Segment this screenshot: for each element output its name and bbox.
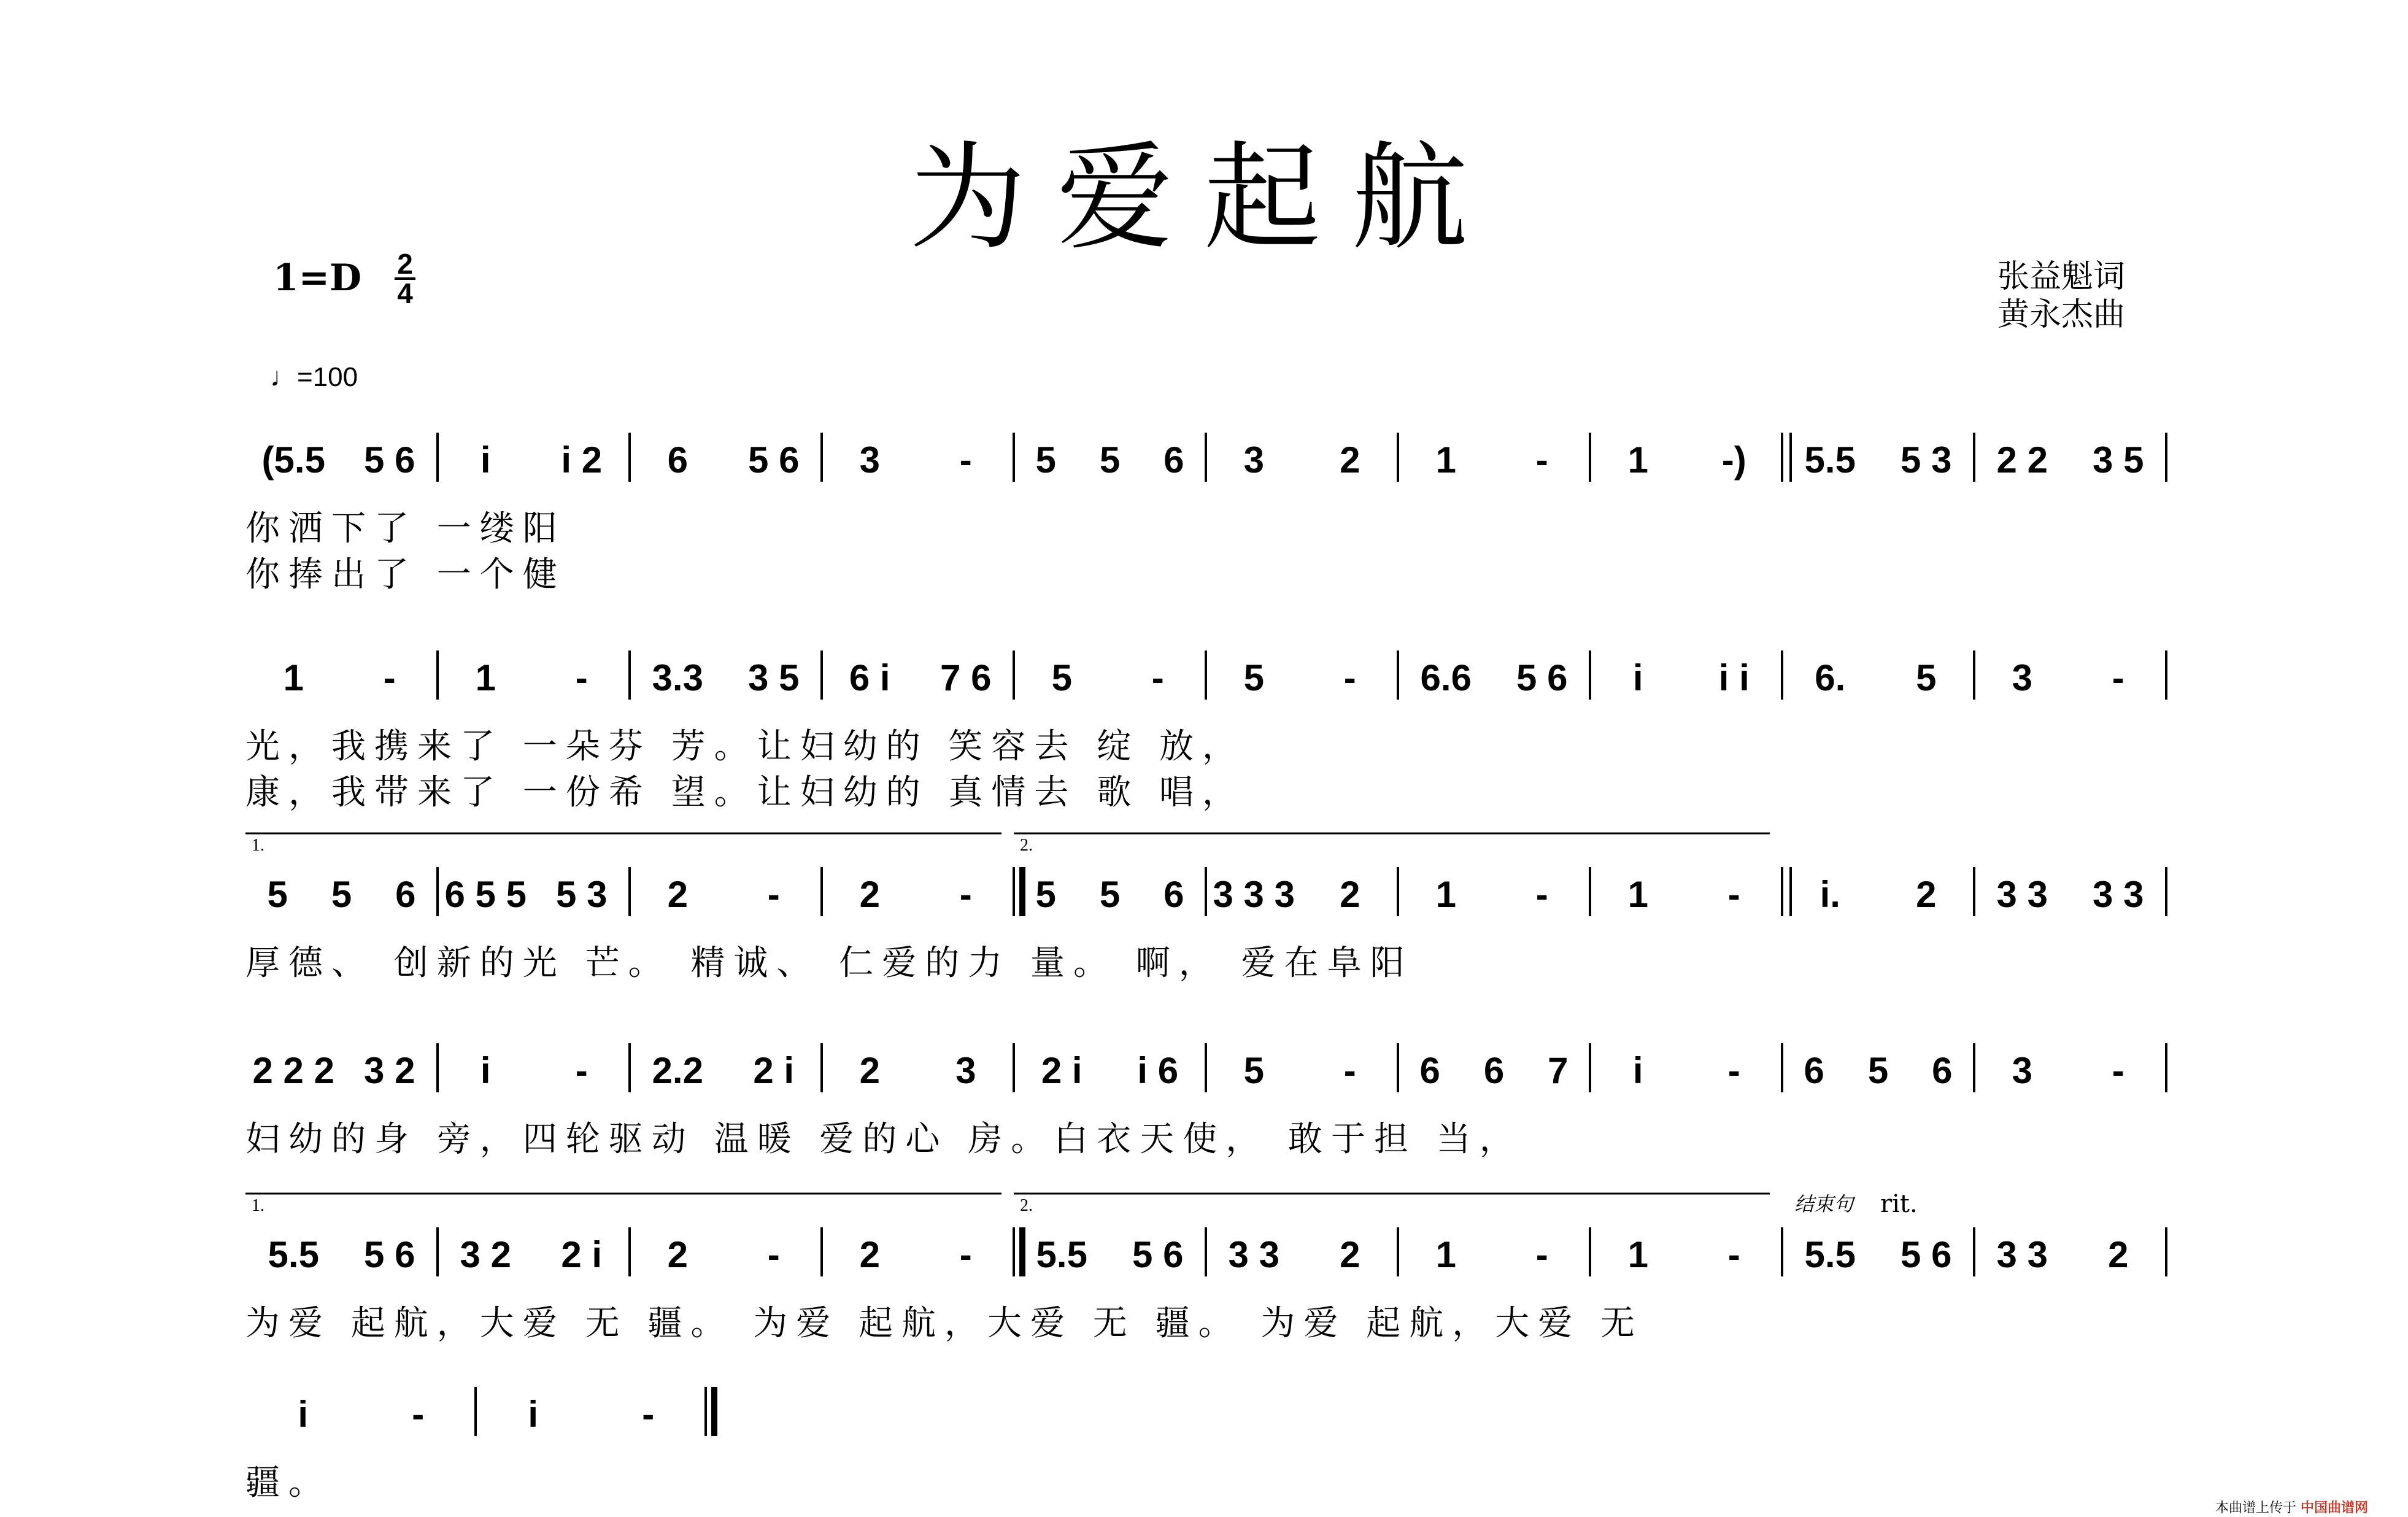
lyric-line: 妇幼的身 旁，四轮驱动 温暖 爱的心 房。白衣天使， 敢于担 当， [245,1119,1522,1159]
note: - [1727,1234,1740,1275]
note: 6 [395,874,416,915]
note: 3 5 [2093,439,2144,481]
note: 6 [1163,439,1184,481]
note: 2 i [753,1050,795,1091]
note: 5 [1867,1050,1889,1091]
note: 2 i [1041,1050,1082,1091]
note: 5 6 [364,1234,415,1275]
note: 3 2 [364,1050,415,1091]
note: 1 [283,657,304,698]
note: - [1343,1050,1356,1091]
note: 1 [1627,874,1648,915]
lyric-line: 厚德、 创新的光 芒。 精诚、 仁爱的力 量。 啊， 爱在阜阳 [245,943,1413,983]
note: 7 [1548,1050,1569,1091]
note: 6 [667,439,688,481]
note: 3 3 [1228,1234,1279,1275]
note: 1 [1435,874,1456,915]
time-signature-bottom: 4 [397,277,413,309]
note: 2 [1340,874,1360,915]
note: 1 [475,657,496,698]
coda-label: 结束句 [1794,1192,1854,1216]
footer-site: 中国曲谱网 [2301,1500,2369,1516]
note: 3 [2012,1050,2032,1091]
note: - [412,1394,425,1435]
note: 6 [1804,1050,1824,1091]
note: 6 [1163,874,1184,915]
lyric-line: 光，我携来了 一朵芬 芳。让妇幼的 笑容去 绽 放， [245,727,1246,766]
note: 5 6 [748,439,800,481]
note: - [1535,439,1548,481]
note: i [480,1050,491,1091]
note: 6 5 5 [444,874,527,915]
note: - [2112,1050,2124,1091]
note: 5 6 [364,439,415,481]
note: 5 [331,874,352,915]
note: 3 3 3 [1213,874,1295,915]
song-title: 为爱起航 [909,130,1499,266]
note: 3 [955,1050,976,1091]
note: - [1343,657,1356,698]
note: 1 [1627,1234,1648,1275]
note: 1 [1435,1234,1456,1275]
note: 5 3 [556,874,608,915]
note: 3 3 [1996,1234,2048,1275]
note: 6. [1815,657,1846,698]
note: (5.5 [261,439,325,481]
volta-label: 2. [1020,836,1033,855]
note: 2 2 [1996,439,2048,481]
note: 1 [1627,439,1648,481]
rit-marking: rit. [1880,1190,1918,1218]
note: 3 5 [748,657,800,698]
note: i i [1718,657,1750,698]
note: 3 2 [460,1234,511,1275]
note: - [2112,657,2124,698]
note: 5 [267,874,288,915]
lyricist: 张益魁词 [1997,258,2126,295]
lyric-line: 疆。 [245,1463,331,1503]
key-signature: 1=D [273,257,362,299]
note: i. [1820,874,1840,915]
note: 5 [1243,657,1264,698]
composer: 黄永杰曲 [1997,296,2126,333]
note: 5 [1099,439,1121,481]
note: - [1727,874,1740,915]
note: 3.3 [652,657,703,698]
note: 6 [1419,1050,1440,1091]
note: 5 [1099,874,1121,915]
lyric-line: 你捧出了 一个健 [245,555,566,595]
note: 2 [1916,874,1937,915]
footer [2215,1497,2368,1516]
note: - [959,874,972,915]
volta-label: 2. [1020,1196,1033,1215]
note: 5 [1916,657,1937,698]
note: 6 [1483,1050,1505,1091]
lyric-line: 你洒下了 一缕阳 [245,509,566,549]
tempo-marking: ♩=100 [270,362,358,392]
note: 6 [1932,1050,1953,1091]
note: i [1632,1050,1643,1091]
note: 5 [1035,439,1056,481]
note: 5.5 [268,1234,319,1275]
note: 2 [859,874,880,915]
note: i [1632,657,1643,698]
note: - [767,874,780,915]
note: 2 [859,1050,880,1091]
note: - [1151,657,1164,698]
note: - [642,1394,655,1435]
note: - [575,657,588,698]
lyric-line: 为爱 起航，大爱 无 疆。 为爱 起航，大爱 无 疆。 为爱 起航，大爱 无 [245,1303,1644,1343]
footer-text: 本曲谱上传于 [2215,1500,2297,1516]
note: - [959,439,972,481]
note: 2 i [561,1234,603,1275]
note: 3 [1243,439,1264,481]
note: - [767,1234,780,1275]
volta-label: 1. [252,836,264,855]
note: - [1535,874,1548,915]
note: 2 [667,1234,688,1275]
note: 5 3 [1901,439,1952,481]
note: 2.2 [652,1050,703,1091]
note: 5 [1243,1050,1264,1091]
note: -) [1721,439,1746,481]
note: 2 [859,1234,880,1275]
note: 3 3 [2093,874,2144,915]
note: 3 3 [1996,874,2048,915]
lyric-line: 康，我带来了 一份希 望。让妇幼的 真情去 歌 唱， [245,773,1246,813]
note: 2 [2108,1234,2129,1275]
note: 5 [1051,657,1072,698]
note: 3 [2012,657,2032,698]
note: - [1535,1234,1548,1275]
note: 5 [1035,874,1056,915]
note: 2 [667,874,688,915]
note: i 2 [561,439,603,481]
note: 7 6 [940,657,992,698]
note: 2 [1340,439,1360,481]
note: 2 [1340,1234,1360,1275]
note: 5 6 [1516,657,1568,698]
note: - [1727,1050,1740,1091]
note: 5.5 [1804,1234,1856,1275]
note: 5.5 [1036,1234,1087,1275]
note: i [528,1394,539,1435]
note: 3 [859,439,880,481]
note: - [383,657,396,698]
note: - [959,1234,972,1275]
note: 6 i [849,657,890,698]
time-signature-top: 2 [397,248,413,280]
note: i [298,1394,309,1435]
note: 5 6 [1132,1234,1184,1275]
note: i 6 [1137,1050,1179,1091]
note: i [480,439,491,481]
volta-label: 1. [252,1196,264,1215]
note: 6.6 [1420,657,1472,698]
note: 2 2 2 [252,1050,334,1091]
note: 1 [1435,439,1456,481]
note: - [575,1050,588,1091]
note: 5 6 [1901,1234,1952,1275]
note: 5.5 [1804,439,1856,481]
